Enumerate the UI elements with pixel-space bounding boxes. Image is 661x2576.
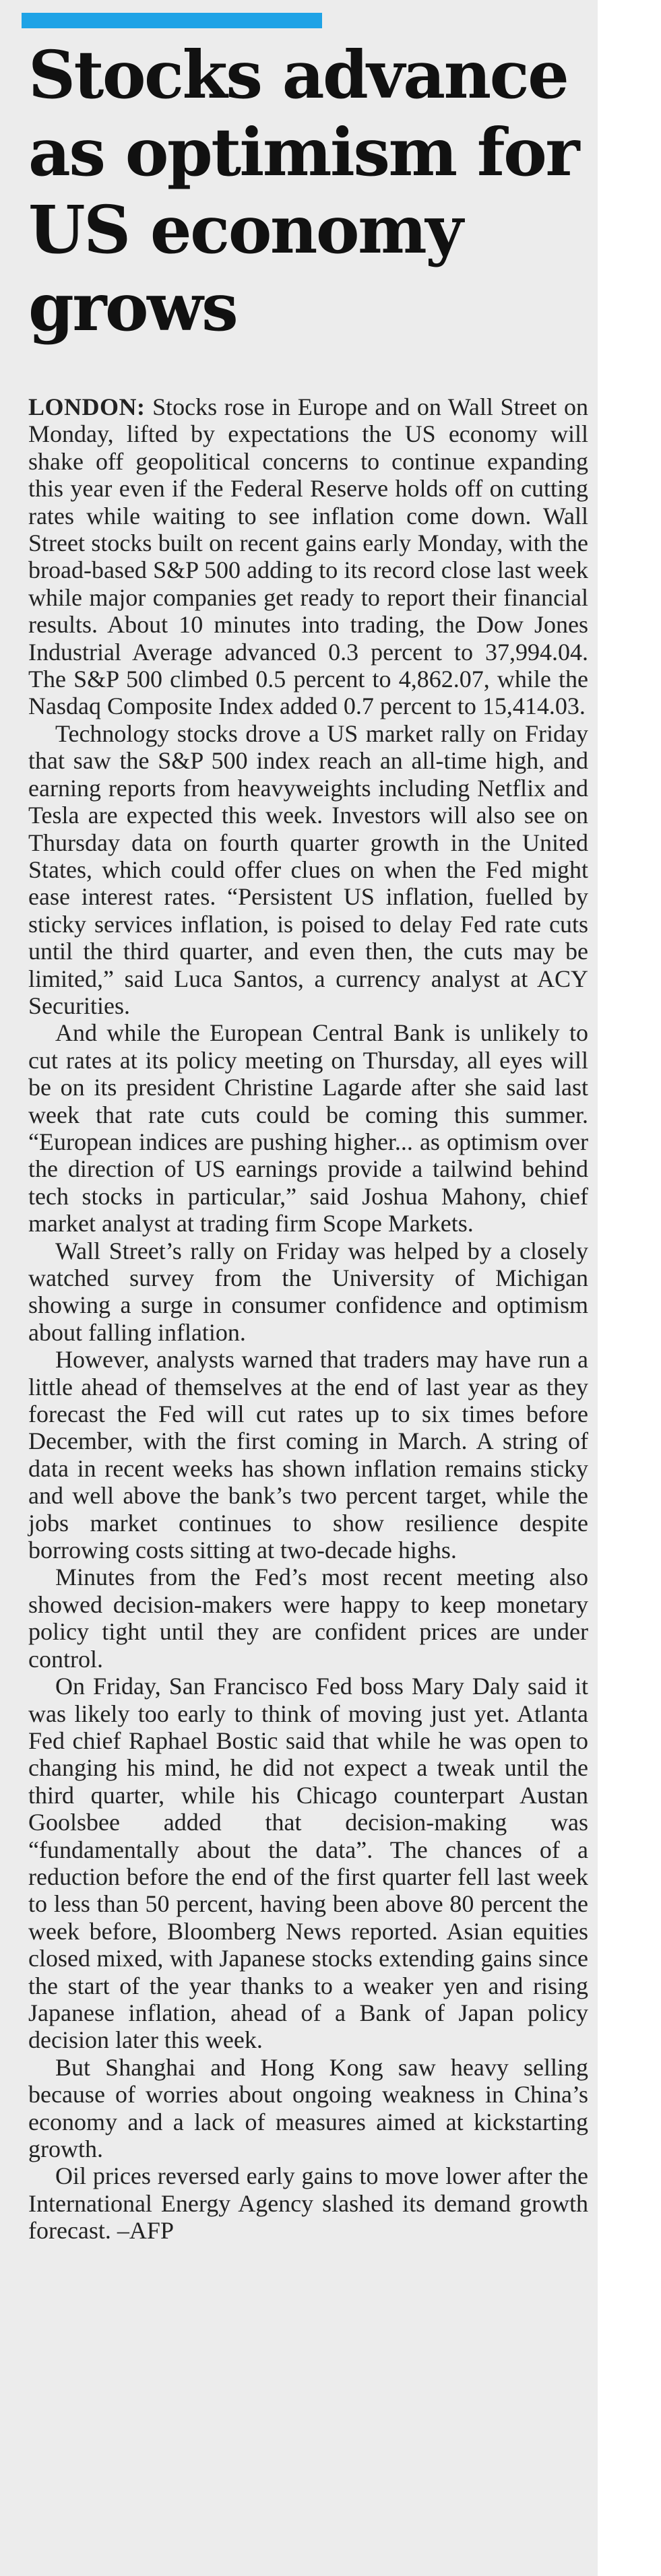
- article-body: [28, 393, 588, 2245]
- paragraph-text: Stocks rose in Europe and on Wall Street on Monday, lifted by expectations the US economy will shake off geopolitical concerns to continue expanding this year even if the Federal Reserve holds off on cutting rates while waiting to see inflation come down. Wall Street stocks built on recent gains early Monday, with the broad-based S&P 500 adding to its record close last week while major companies get ready to report their financial results. About 10 minutes into trading, the Dow Jones Industrial Average advanced 0.3 percent to 37,994.04. The S&P 500 climbed 0.5 percent to 4,862.07, while the Nasdaq Composite Index added 0.7 percent to 15,414.03.: [28, 393, 588, 720]
- article-paragraph: Technology stocks drove a US market rally on Friday that saw the S&P 500 index reach an all-time high, and earning reports from heavyweights including Netflix and Tesla are expected this week. Investors will also see on Thursday data on fourth quarter growth in the United States, which could offer clues on when the Fed might ease interest rates. “Persistent US inflation, fuelled by sticky services inflation, is poised to delay Fed rate cuts until the third quarter, and even then, the cuts may be limited,” said Luca Santos, a currency analyst at ACY Securities.: [28, 719, 588, 1019]
- article-paragraph: [28, 393, 588, 720]
- article-paragraph: And while the European Central Bank is unlikely to cut rates at its policy meeting on Thursday, all eyes will be on its president Christine Lagarde after she said last week that rate cuts could be coming this summer. “European indices are pushing higher... as optimism over the direction of US earnings provide a tailwind behind tech stocks in particular,” said Joshua Mahony, chief market analyst at trading firm Scope Markets.: [28, 1019, 588, 1237]
- accent-bar: [22, 13, 322, 28]
- article-paragraph: However, analysts warned that traders may have run a little ahead of themselves at the end of last year as they forecast the Fed will cut rates up to six times before December, with the first coming in March. A string of data in recent weeks has shown inflation remains sticky and well above the bank’s two percent target, while the jobs market continues to show resilience despite borrowing costs sitting at two-decade highs.: [28, 1346, 588, 1564]
- article-paragraph: But Shanghai and Hong Kong saw heavy selling because of worries about ongoing weakness in China’s economy and a lack of measures aimed at kickstarting growth.: [28, 2053, 588, 2162]
- article-paragraph: Oil prices reversed early gains to move lower after the International Energy Agency slashed its demand growth forecast. –AFP: [28, 2162, 588, 2245]
- dateline: LONDON:: [28, 393, 146, 420]
- article-paragraph: Minutes from the Fed’s most recent meeting also showed decision-makers were happy to keep monetary policy tight until they are confident prices are under control.: [28, 1564, 588, 1673]
- article-paragraph: On Friday, San Francisco Fed boss Mary Daly said it was likely too early to think of moving just yet. Atlanta Fed chief Raphael Bostic said that while he was open to changing his mind, he did not expect a tweak until the third quarter, while his Chicago counterpart Austan Goolsbee added that decision-making was “fundamentally about the data”. The chances of a reduction before the end of the first quarter fell last week to less than 50 percent, having been above 80 percent the week before, Bloomberg News reported. Asian equities closed mixed, with Japanese stocks extending gains since the start of the year thanks to a weaker yen and rising Japanese inflation, ahead of a Bank of Japan policy decision later this week.: [28, 1673, 588, 2054]
- article-headline: Stocks advance as optimism for US economy grows: [28, 36, 578, 346]
- article-paragraph: Wall Street’s rally on Friday was helped by a closely watched survey from the University of Michigan showing a surge in consumer confidence and optimism about falling inflation.: [28, 1237, 588, 1346]
